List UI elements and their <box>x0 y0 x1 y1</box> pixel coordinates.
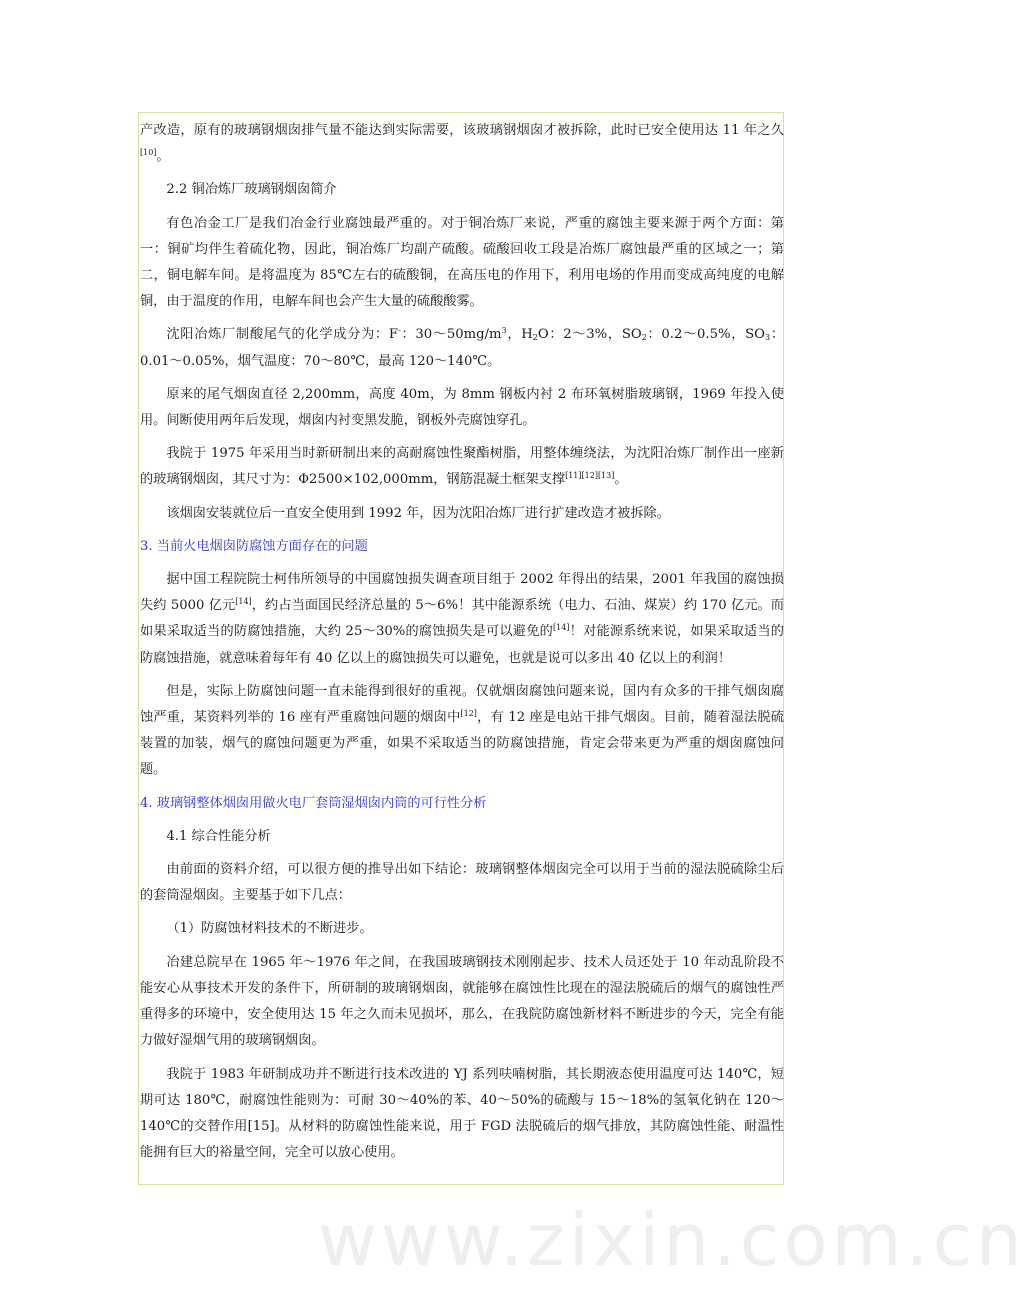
paragraph: 由前面的资料介绍，可以很方便的推导出如下结论：玻璃钢整体烟囱完全可以用于当前的湿法脱硫除尘后的套筒湿烟囱。主要基于如下几点： <box>140 862 784 904</box>
list-point: （1）防腐蚀材料技术的不断进步。 <box>166 921 373 937</box>
text: ！对能源系统来说，如果采取适当的防腐蚀措施，就意味着每年有 40 亿以上的腐蚀损失可以避免，也就是说可以多出 40 亿以上的利润！ <box>140 624 784 666</box>
watermark: www.zixin.com.cn <box>318 1198 1026 1282</box>
text: ，有 12 座是电站干排气烟囱。目前，随着湿法脱硫装置的加装，烟气的腐蚀问题更为严重，如果不采取适当的防腐蚀措施，肯定会带来更为严重的烟囱腐蚀问题。 <box>140 710 784 778</box>
paragraph: 冶建总院早在 1965 年～1976 年之间，在我国玻璃钢技术刚刚起步、技术人员还处于 10 年动乱阶段不能安心从事技术开发的条件下，所研制的玻璃钢烟囱，就能够在腐蚀性比现在的湿法脱硫后的烟气的腐蚀性严重得多的环境中，安全使用达 15 年之久而未见损坏，那么，在我院防腐蚀新材料不断进步的今天，完全有能力做好湿烟气用的玻璃钢烟囱。 <box>140 954 784 1049</box>
subscript: 2 <box>532 333 538 343</box>
paragraph-continuation <box>140 118 784 170</box>
citation: [12] <box>460 709 477 719</box>
text: 但是，实际上防腐蚀问题一直未能得到很好的重视。仅就烟囱腐蚀问题来说，国内有众多的干排气烟囱腐蚀严重，某资料列举的 16 座有严重腐蚀问题的烟囱中 <box>140 683 784 726</box>
text: ，约占当面国民经济总量的 5～6%！其中能源系统（电力、石油、煤炭）约 170 亿元。而如果采取适当的防腐蚀措施，大约 25～30%的腐蚀损失是可以避免的 <box>140 598 784 640</box>
text: 我院于 1975 年采用当时新研制出来的高耐腐蚀性聚酯树脂，用整体缠绕法，为沈阳冶炼厂制作出一座新的玻璃钢烟囱，其尺寸为：Φ2500×102,000mm，钢筋混凝土框架支撑 <box>140 446 784 488</box>
text: ：0.2～0.5%，SO <box>646 327 765 343</box>
text: 。 <box>614 472 628 488</box>
section-heading-4: 4. 玻璃钢整体烟囱用做火电厂套筒湿烟囱内筒的可行性分析 <box>140 795 487 811</box>
citation: [14] <box>553 623 570 633</box>
paragraph: 原来的尾气烟囱直径 2,200mm，高度 40m，为 8mm 钢板内衬 2 布环氧树脂玻璃钢，1969 年投入使用。间断使用两年后发现，烟囱内衬变黑发脆，钢板外壳腐蚀穿孔。 <box>140 386 784 429</box>
text: 产改造，原有的玻璃钢烟囱排气量不能达到实际需要，该玻璃钢烟囱才被拆除，此时已安全使用达 11 年之久 <box>140 123 784 138</box>
citation: [14] <box>235 597 252 607</box>
citation: [10] <box>140 148 157 158</box>
paragraph: 我院于 1983 年研制成功并不断进行技术改进的 YJ 系列呋喃树脂，其长期液态使用温度可达 140℃，短期可达 180℃，耐腐蚀性能则为：可耐 30～40%的苯、40～50%的硫酸与 15～18%的氢氧化钠在 120～140℃的交替作用[15]。从材料的防腐蚀性能来说，用于 FGD 法脱硫后的烟气排放，其防腐蚀性能、耐温性能拥有巨大的裕量空间，完全可以放心使用。 <box>140 1066 784 1161</box>
subscript: 2 <box>641 333 647 343</box>
section-heading-2-2: 2.2 铜冶炼厂玻璃钢烟囱简介 <box>166 182 337 198</box>
section-heading-4-1: 4.1 综合性能分析 <box>166 828 271 844</box>
text: 沈阳冶炼厂制酸尾气的化学成分为：F <box>166 327 399 343</box>
text: O：2～3%，SO <box>537 327 642 343</box>
superscript: - <box>398 326 401 336</box>
paragraph <box>140 441 784 493</box>
paragraph: 该烟囱安装就位后一直安全使用到 1992 年，因为沈阳冶炼厂进行扩建改造才被拆除。 <box>166 505 670 521</box>
paragraph-chemical-composition <box>140 322 784 374</box>
superscript: 3 <box>501 326 507 336</box>
paragraph <box>140 567 784 672</box>
text: ：0.01～0.05%，烟气温度：70～80℃，最高 120～140℃。 <box>140 327 785 369</box>
paragraph: 有色冶金工厂是我们冶金行业腐蚀最严重的。对于铜冶炼厂来说，严重的腐蚀主要来源于两个方面：第一：铜矿均伴生着硫化物，因此，铜冶炼厂均副产硫酸。硫酸回收工段是冶炼厂腐蚀最严重的区域之一；第二，铜电解车间。是将温度为 85℃左右的硫酸铜，在高压电的作用下，利用电场的作用而变成高纯度的电解铜，由于温度的作用，电解车间也会产生大量的硫酸酸雾。 <box>140 215 784 310</box>
subscript: 3 <box>765 333 771 343</box>
paragraph <box>140 679 784 784</box>
text: ：30～50mg/m <box>400 327 502 343</box>
text: 。 <box>156 149 170 165</box>
citation: [11][12][13] <box>565 471 615 481</box>
text: ，H <box>506 327 533 343</box>
section-heading-3: 3. 当前火电烟囱防腐蚀方面存在的问题 <box>140 538 368 554</box>
document-body <box>140 118 784 1173</box>
text: 据中国工程院院士柯伟所领导的中国腐蚀损失调查项目组于 2002 年得出的结果，2001 年我国的腐蚀损失约 5000 亿元 <box>140 572 784 614</box>
